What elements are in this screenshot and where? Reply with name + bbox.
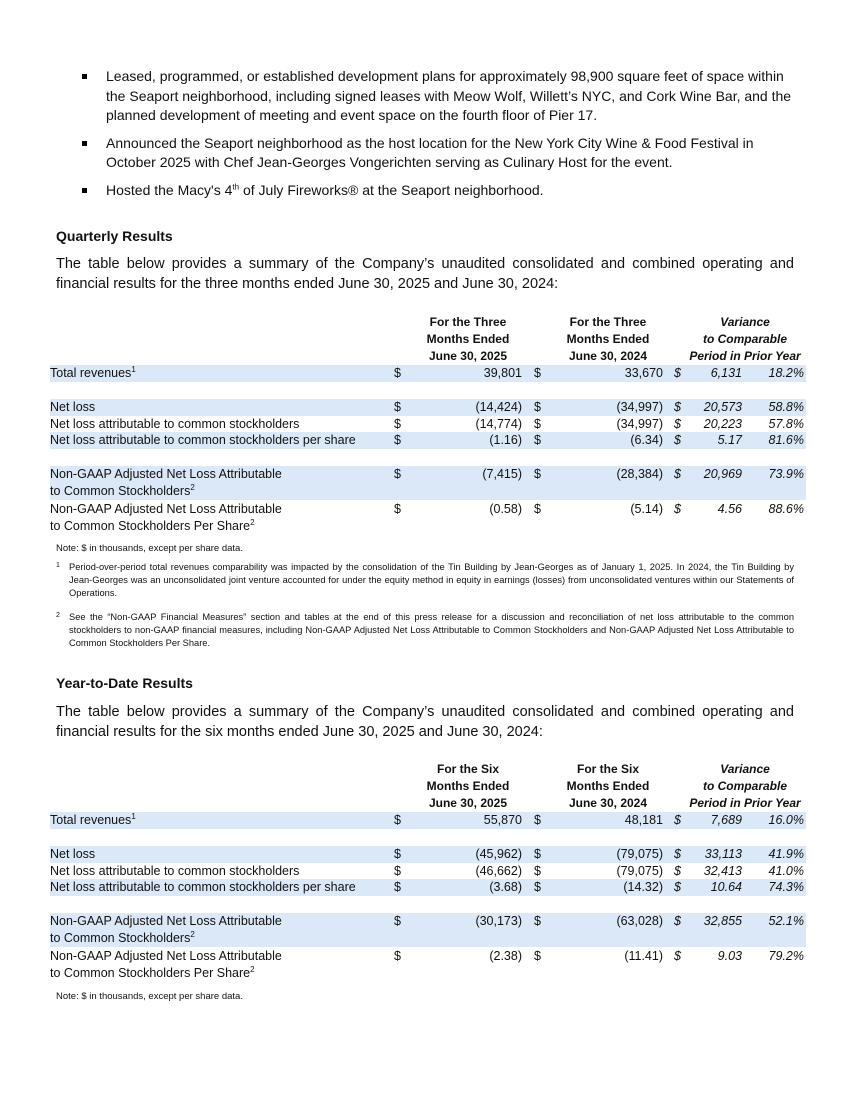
column-header: Variance to Comparable Period in Prior Year bbox=[684, 761, 806, 813]
table-note: Note: $ in thousands, except per share data. bbox=[56, 543, 243, 554]
column-header: For the Six Months Ended June 30, 2024 bbox=[550, 761, 666, 813]
table-row: Non-GAAP Adjusted Net Loss Attributable to Common Stockholders$^2$ $ (7,415) $ (28,384) $ 20,969 73.9% bbox=[50, 466, 806, 500]
list-item: Hosted the Macy's 4th of July Fireworks® at the Seaport neighborhood. bbox=[82, 181, 798, 201]
footnote: 2 See the “Non-GAAP Financial Measures” section and tables at the end of this press release for a discussion and reconciliation of net loss attributable to the common stockholders to non-GAAP financial measures, including Non-GAAP Adjusted Net Loss Attributable to Common Stockholders and Non-GAAP Adjusted Net Loss Attributable to Common Stockholders Per Share. bbox=[56, 612, 794, 648]
column-header: For the Three Months Ended June 30, 2024 bbox=[550, 314, 666, 366]
bullet-icon bbox=[82, 188, 87, 193]
section-intro-ytd: The table below provides a summary of the Company’s unaudited consolidated and combined operating and financial results for the six months ended June 30, 2025 and June 30, 2024: bbox=[56, 704, 794, 740]
table-row: Net loss $ (14,424) $ (34,997) $ 20,573 58.8% bbox=[50, 400, 804, 414]
section-heading-ytd: Year-to-Date Results bbox=[56, 675, 193, 691]
column-header: Variance to Comparable Period in Prior Year bbox=[684, 314, 806, 366]
highlights-list bbox=[82, 67, 798, 208]
table-row: Non-GAAP Adjusted Net Loss Attributable to Common Stockholders Per Share$^2$ $ (0.58) $ (5.14) $ 4.56 88.6% bbox=[50, 502, 804, 533]
list-item: Announced the Seaport neighborhood as the host location for the New York City Wine & Food Festival in October 2025 with Chef Jean-Georges Vongerichten serving as Culinary Host for the event. bbox=[82, 134, 798, 173]
bullet-icon bbox=[82, 74, 87, 79]
table-row: Net loss $ (45,962) $ (79,075) $ 33,113 41.9% bbox=[50, 847, 804, 861]
footnote: 1 Period-over-period total revenues comparability was impacted by the consolidation of the Tin Building by Jean-Georges as of January 1, 2025. In 2024, the Tin Building by Jean-Georges was an unconsolidated joint venture accounted for under the equity method in equity in earnings (losses) from unconsolidated ventures within our Statements of Operations. bbox=[56, 562, 794, 598]
list-item: Leased, programmed, or established development plans for approximately 98,900 square feet of space within the Seaport neighborhood, including signed leases with Meow Wolf, Willett’s NYC, and Cork Wine Bar, and the planned development of meeting and event space on the fourth floor of Pier 17. bbox=[82, 67, 798, 126]
table-row: Total revenues$^1$ $ 39,801 $ 33,670 $ 6,131 18.2% bbox=[50, 364, 804, 380]
table-row: Non-GAAP Adjusted Net Loss Attributable to Common Stockholders Per Share$^2$ $ (2.38) $ (11.41) $ 9.03 79.2% bbox=[50, 949, 804, 980]
table-row: Non-GAAP Adjusted Net Loss Attributable to Common Stockholders$^2$ $ (30,173) $ (63,028) $ 32,855 52.1% bbox=[50, 913, 806, 947]
bullet-icon bbox=[82, 141, 87, 146]
table-row: Net loss attributable to common stockholders $ (14,774) $ (34,997) $ 20,223 57.8% bbox=[50, 417, 804, 431]
section-heading-quarterly: Quarterly Results bbox=[56, 228, 173, 244]
section-intro-quarterly: The table below provides a summary of the Company’s unaudited consolidated and combined operating and financial results for the three months ended June 30, 2025 and June 30, 2024: bbox=[56, 256, 794, 292]
table-row: Total revenues$^1$ $ 55,870 $ 48,181 $ 7,689 16.0% bbox=[50, 811, 804, 827]
table-row: Net loss attributable to common stockholders per share $ (3.68) $ (14.32) $ 10.64 74.3% bbox=[50, 880, 804, 894]
table-note: Note: $ in thousands, except per share data. bbox=[56, 991, 243, 1002]
column-header: For the Six Months Ended June 30, 2025 bbox=[410, 761, 526, 813]
table-row: Net loss attributable to common stockholders $ (46,662) $ (79,075) $ 32,413 41.0% bbox=[50, 864, 804, 878]
table-row: Net loss attributable to common stockholders per share $ (1.16) $ (6.34) $ 5.17 81.6% bbox=[50, 433, 804, 447]
column-header: For the Three Months Ended June 30, 2025 bbox=[410, 314, 526, 366]
